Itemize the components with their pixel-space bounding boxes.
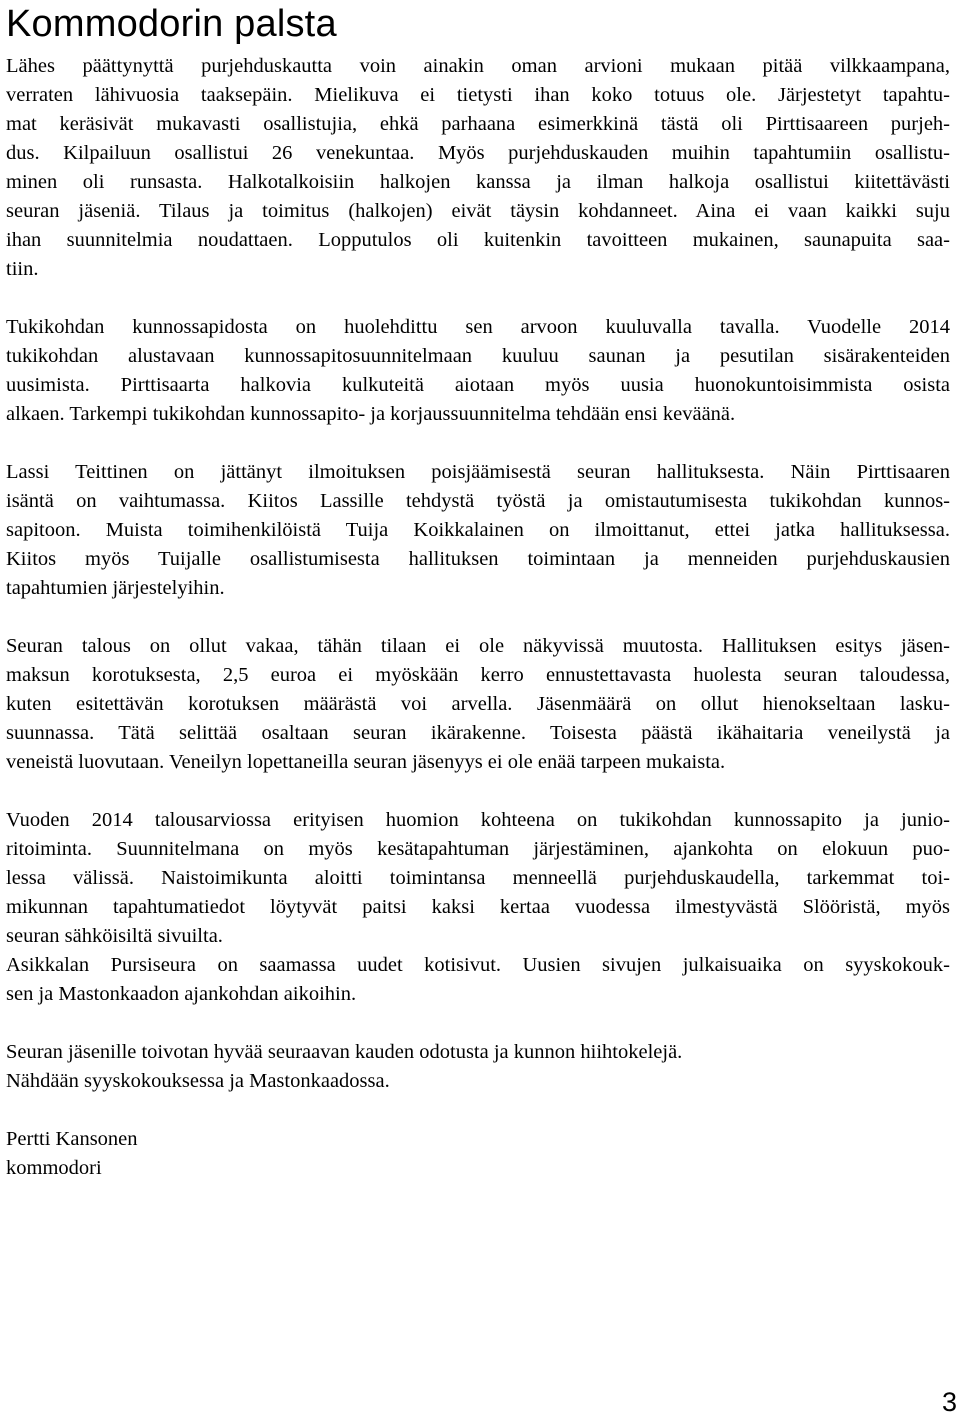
text-line: sapitoon. Muista toimihenkilöistä Tuija Koikkalainen on ilmoittanut, ettei jatka hallituksessa.	[6, 519, 950, 541]
article-body	[6, 52, 950, 1183]
signature-role: kommodori	[6, 1157, 102, 1179]
text-line: Lassi Teittinen on jättänyt ilmoituksen poisjäämisestä seuran hallituksesta. Näin Pirttisaaren	[6, 461, 950, 483]
text-line: ritoiminta. Suunnitelmana on myös kesätapahtuman järjestäminen, ajankohta on elokuun puo-	[6, 838, 950, 860]
paragraph-base-maintenance	[6, 313, 950, 429]
text-line: Asikkalan Pursiseura on saamassa uudet kotisivut. Uusien sivujen julkaisuaika on syyskokouk-	[6, 954, 950, 976]
text-line: isäntä on vaihtumassa. Kiitos Lassille tehdystä työstä ja omistautumisesta tukikohdan kunnos-	[6, 490, 950, 512]
paragraph-sailing-season	[6, 52, 950, 284]
text-line: ihan suunnitelmia noudattaen. Lopputulos oli kuitenkin tavoitteen mukainen, saunapuita saa-	[6, 229, 950, 251]
text-line: tiin.	[6, 258, 39, 280]
page-title: Kommodorin palsta	[6, 3, 337, 45]
text-line: Nähdään syyskokouksessa ja Mastonkaadossa.	[6, 1070, 390, 1092]
text-line: mat keräsivät mukavasti osallistujia, ehkä parhaana esimerkkinä tästä oli Pirttisaareen purjeh-	[6, 113, 950, 135]
signature-name: Pertti Kansonen	[6, 1128, 138, 1150]
text-line: tukikohdan alustavaan kunnossapitosuunnitelmaan kuuluu saunan ja pesutilan sisärakenteiden	[6, 345, 950, 367]
text-line: Tukikohdan kunnossapidosta on huolehdittu sen arvoon kuuluvalla tavalla. Vuodelle 2014	[6, 316, 950, 338]
text-line: lessa välissä. Naistoimikunta aloitti toimintansa menneellä purjehduskaudella, tarkemmat toi-	[6, 867, 950, 889]
text-line: maksun korotuksesta, 2,5 euroa ei myöskään kerro ennustettavasta huolesta seuran taloudessa,	[6, 664, 950, 686]
text-line: kuten esitettävän korotuksen määrästä voi arvella. Jäsenmäärä on ollut hienokseltaan lasku-	[6, 693, 950, 715]
text-line: mikunnan tapahtumatiedot löytyvät paitsi kaksi kertaa vuodessa ilmestyvästä Slööristä, myös	[6, 896, 950, 918]
paragraph-closing-wishes	[6, 1038, 950, 1096]
text-line: Kiitos myös Tuijalle osallistumisesta hallituksen toimintaan ja menneiden purjehduskausien	[6, 548, 950, 570]
text-line: Seuran jäsenille toivotan hyvää seuraavan kauden odotusta ja kunnon hiihtokelejä.	[6, 1041, 683, 1063]
text-line: uusimista. Pirttisaarta halkovia kulkuteitä aiotaan myös uusia huonokuntoisimmista osista	[6, 374, 950, 396]
text-line: verraten lähivuosia taaksepäin. Mielikuva ei tietysti ihan koko totuus ole. Järjestetyt tapahtu-	[6, 84, 950, 106]
text-line: seuran jäseniä. Tilaus ja toimitus (halkojen) eivät täysin kohdanneet. Aina ei vaan kaikki suju	[6, 200, 950, 222]
text-line: Vuoden 2014 talousarviossa erityisen huomion kohteena on tukikohdan kunnossapito ja junio-	[6, 809, 950, 831]
text-line: dus. Kilpailuun osallistui 26 venekuntaa. Myös purjehduskauden muihin tapahtumiin osallistu-	[6, 142, 950, 164]
paragraph-club-finances	[6, 632, 950, 777]
signature-block	[6, 1125, 950, 1183]
text-line: veneistä luovutaan. Veneilyn lopettaneilla seuran jäsenyys ei ole enää tarpeen mukaista.	[6, 751, 726, 773]
paragraph-board-changes	[6, 458, 950, 603]
text-line: alkaen. Tarkempi tukikohdan kunnossapito- ja korjaussuunnitelma tehdään ensi keväänä.	[6, 403, 736, 425]
document-page	[6, 0, 950, 54]
text-line: Seuran talous on ollut vakaa, tähän tilaan ei ole näkyvissä muutosta. Hallituksen esitys jäsen-	[6, 635, 950, 657]
text-line: minen oli runsasta. Halkotalkoisiin halkojen kanssa ja ilman halkoja osallistui kiitettävästi	[6, 171, 950, 193]
text-line: tapahtumien järjestelyihin.	[6, 577, 225, 599]
text-line: seuran sähköisiltä sivuilta.	[6, 925, 223, 947]
page-number: 3	[941, 1387, 957, 1417]
paragraph-budget-2014	[6, 806, 950, 1009]
text-line: suunnassa. Tätä selittää osaltaan seuran ikärakenne. Toisesta päästä ikähaitaria veneilystä ja	[6, 722, 950, 744]
text-line: sen ja Mastonkaadon ajankohdan aikoihin.	[6, 983, 357, 1005]
text-line: Lähes päättynyttä purjehduskautta voin ainakin oman arvioni mukaan pitää vilkkaampana,	[6, 55, 950, 77]
